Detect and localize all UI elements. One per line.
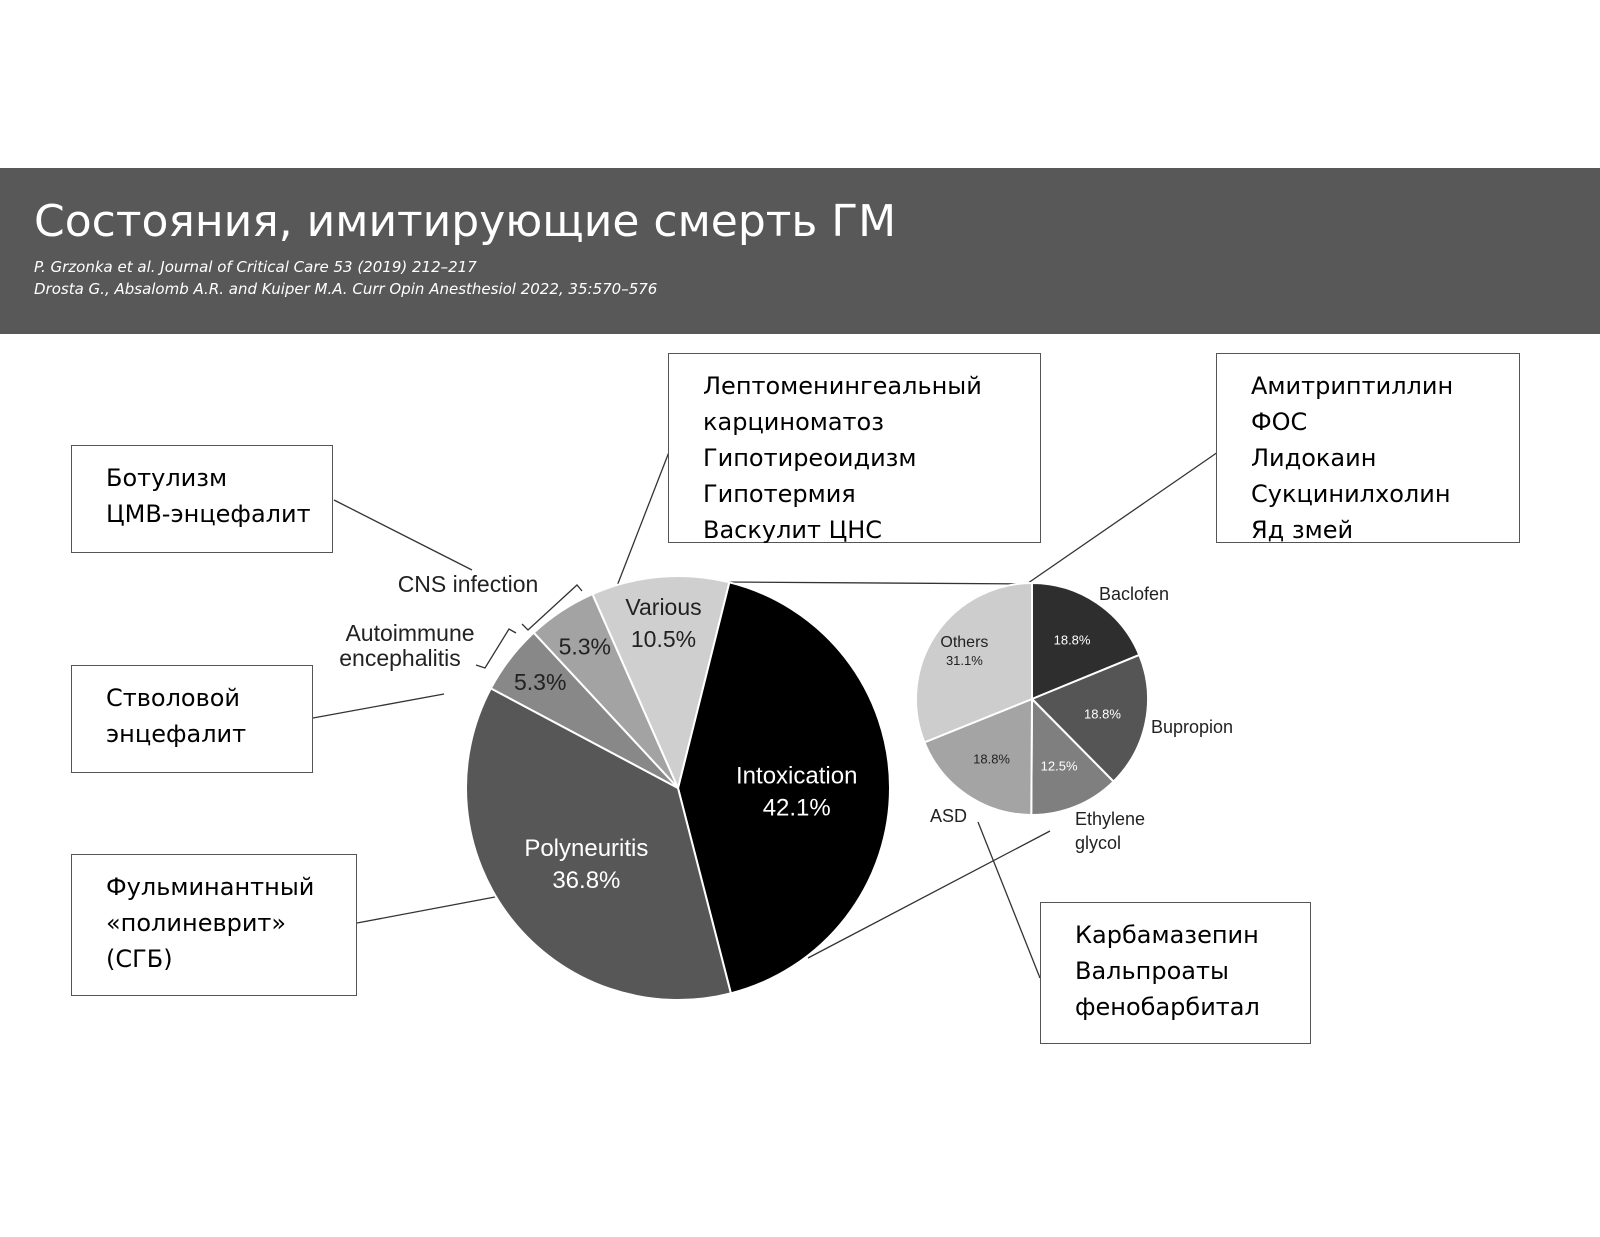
connector-stem <box>313 694 444 718</box>
box-botulism-line-1: Ботулизм <box>106 464 228 492</box>
main-pie-value-polyneuritis: 36.8% <box>552 867 621 895</box>
main-pie-value-intoxication: 42.1% <box>762 794 831 822</box>
box-stem-line-2: энцефалит <box>106 720 247 748</box>
box-fulminant-line-2: «полиневрит» <box>106 909 287 937</box>
label-autoimmune-line-1: Autoimmune <box>345 620 475 646</box>
main-pie-label-polyneuritis: Polyneuritis <box>524 835 649 863</box>
connector-botulism <box>334 500 472 570</box>
box-botulism-line-2: ЦМВ-энцефалит <box>106 500 311 528</box>
main-pie-value-autoimmune-encephalitis: 5.3% <box>514 668 567 695</box>
connector-fulminant <box>357 897 495 923</box>
box-various <box>668 353 1041 543</box>
box-various-line-1: Лептоменингеальный <box>703 372 982 400</box>
reference-drosta: Drosta G., Absalomb A.R. and Kuiper M.A. Curr Opin Anesthesiol 2022, 35:570–576 <box>34 280 658 298</box>
box-fulminant <box>71 854 357 996</box>
main-pie-value-cns-infection: 5.3% <box>558 633 612 660</box>
box-botulism <box>71 445 333 553</box>
label-ethylene-line-2: glycol <box>1075 833 1122 853</box>
box-asd-line-1: Карбамазепин <box>1075 921 1259 949</box>
box-drugs-line-4: Сукцинилхолин <box>1251 480 1451 508</box>
box-asd-line-2: Вальпроаты <box>1075 957 1229 985</box>
sub-pie-value-baclofen: 18.8% <box>1053 632 1091 648</box>
box-drugs-line-3: Лидокаин <box>1251 444 1377 472</box>
box-stem <box>71 665 313 773</box>
reference-grzonka: P. Grzonka et al. Journal of Critical Care 53 (2019) 212–217 <box>34 258 477 276</box>
box-fulminant-line-1: Фульминантный <box>106 873 315 901</box>
main-pie-label-various: Various <box>625 594 702 621</box>
sub-pie-value-others: 31.1% <box>945 652 983 668</box>
box-various-line-5: Васкулит ЦНС <box>703 516 883 544</box>
box-various-line-3: Гипотиреоидизм <box>703 444 917 472</box>
label-ethylene-line-1: Ethylene <box>1075 809 1146 829</box>
box-drugs-line-5: Яд змей <box>1251 516 1354 544</box>
connector-drugs <box>1018 452 1218 590</box>
connector-various <box>617 452 669 586</box>
box-drugs <box>1216 353 1520 543</box>
slide-title: Состояния, имитирующие смерть ГМ <box>34 196 897 247</box>
box-various-line-2: карциноматоз <box>703 408 884 436</box>
label-baclofen: Baclofen <box>1099 584 1170 604</box>
sub-pie-value-asd: 18.8% <box>973 751 1011 767</box>
label-asd: ASD <box>930 806 968 826</box>
box-various-line-4: Гипотермия <box>703 480 856 508</box>
main-pie-value-various: 10.5% <box>630 626 697 653</box>
connector-asd <box>978 822 1040 978</box>
box-fulminant-line-3: (СГБ) <box>106 945 173 973</box>
box-drugs-line-2: ФОС <box>1251 408 1308 436</box>
label-autoimmune-line-2: encephalitis <box>339 645 461 671</box>
box-asd <box>1040 902 1311 1044</box>
sub-pie-value-bupropion: 18.8% <box>1084 706 1121 722</box>
box-asd-line-3: фенобарбитал <box>1075 993 1260 1021</box>
main-pie-label-intoxication: Intoxication <box>736 762 858 790</box>
sub-pie-label-others: Others <box>940 633 989 651</box>
label-bupropion: Bupropion <box>1151 717 1234 737</box>
zoom-line-top <box>726 582 1031 584</box>
sub-pie <box>916 583 1148 815</box>
label-cns-infection: CNS infection <box>397 571 539 597</box>
box-drugs-line-1: Амитриптиллин <box>1251 372 1454 400</box>
sub-pie-value-ethylene-glycol: 12.5% <box>1040 758 1078 774</box>
box-stem-line-1: Стволовой <box>106 684 241 712</box>
